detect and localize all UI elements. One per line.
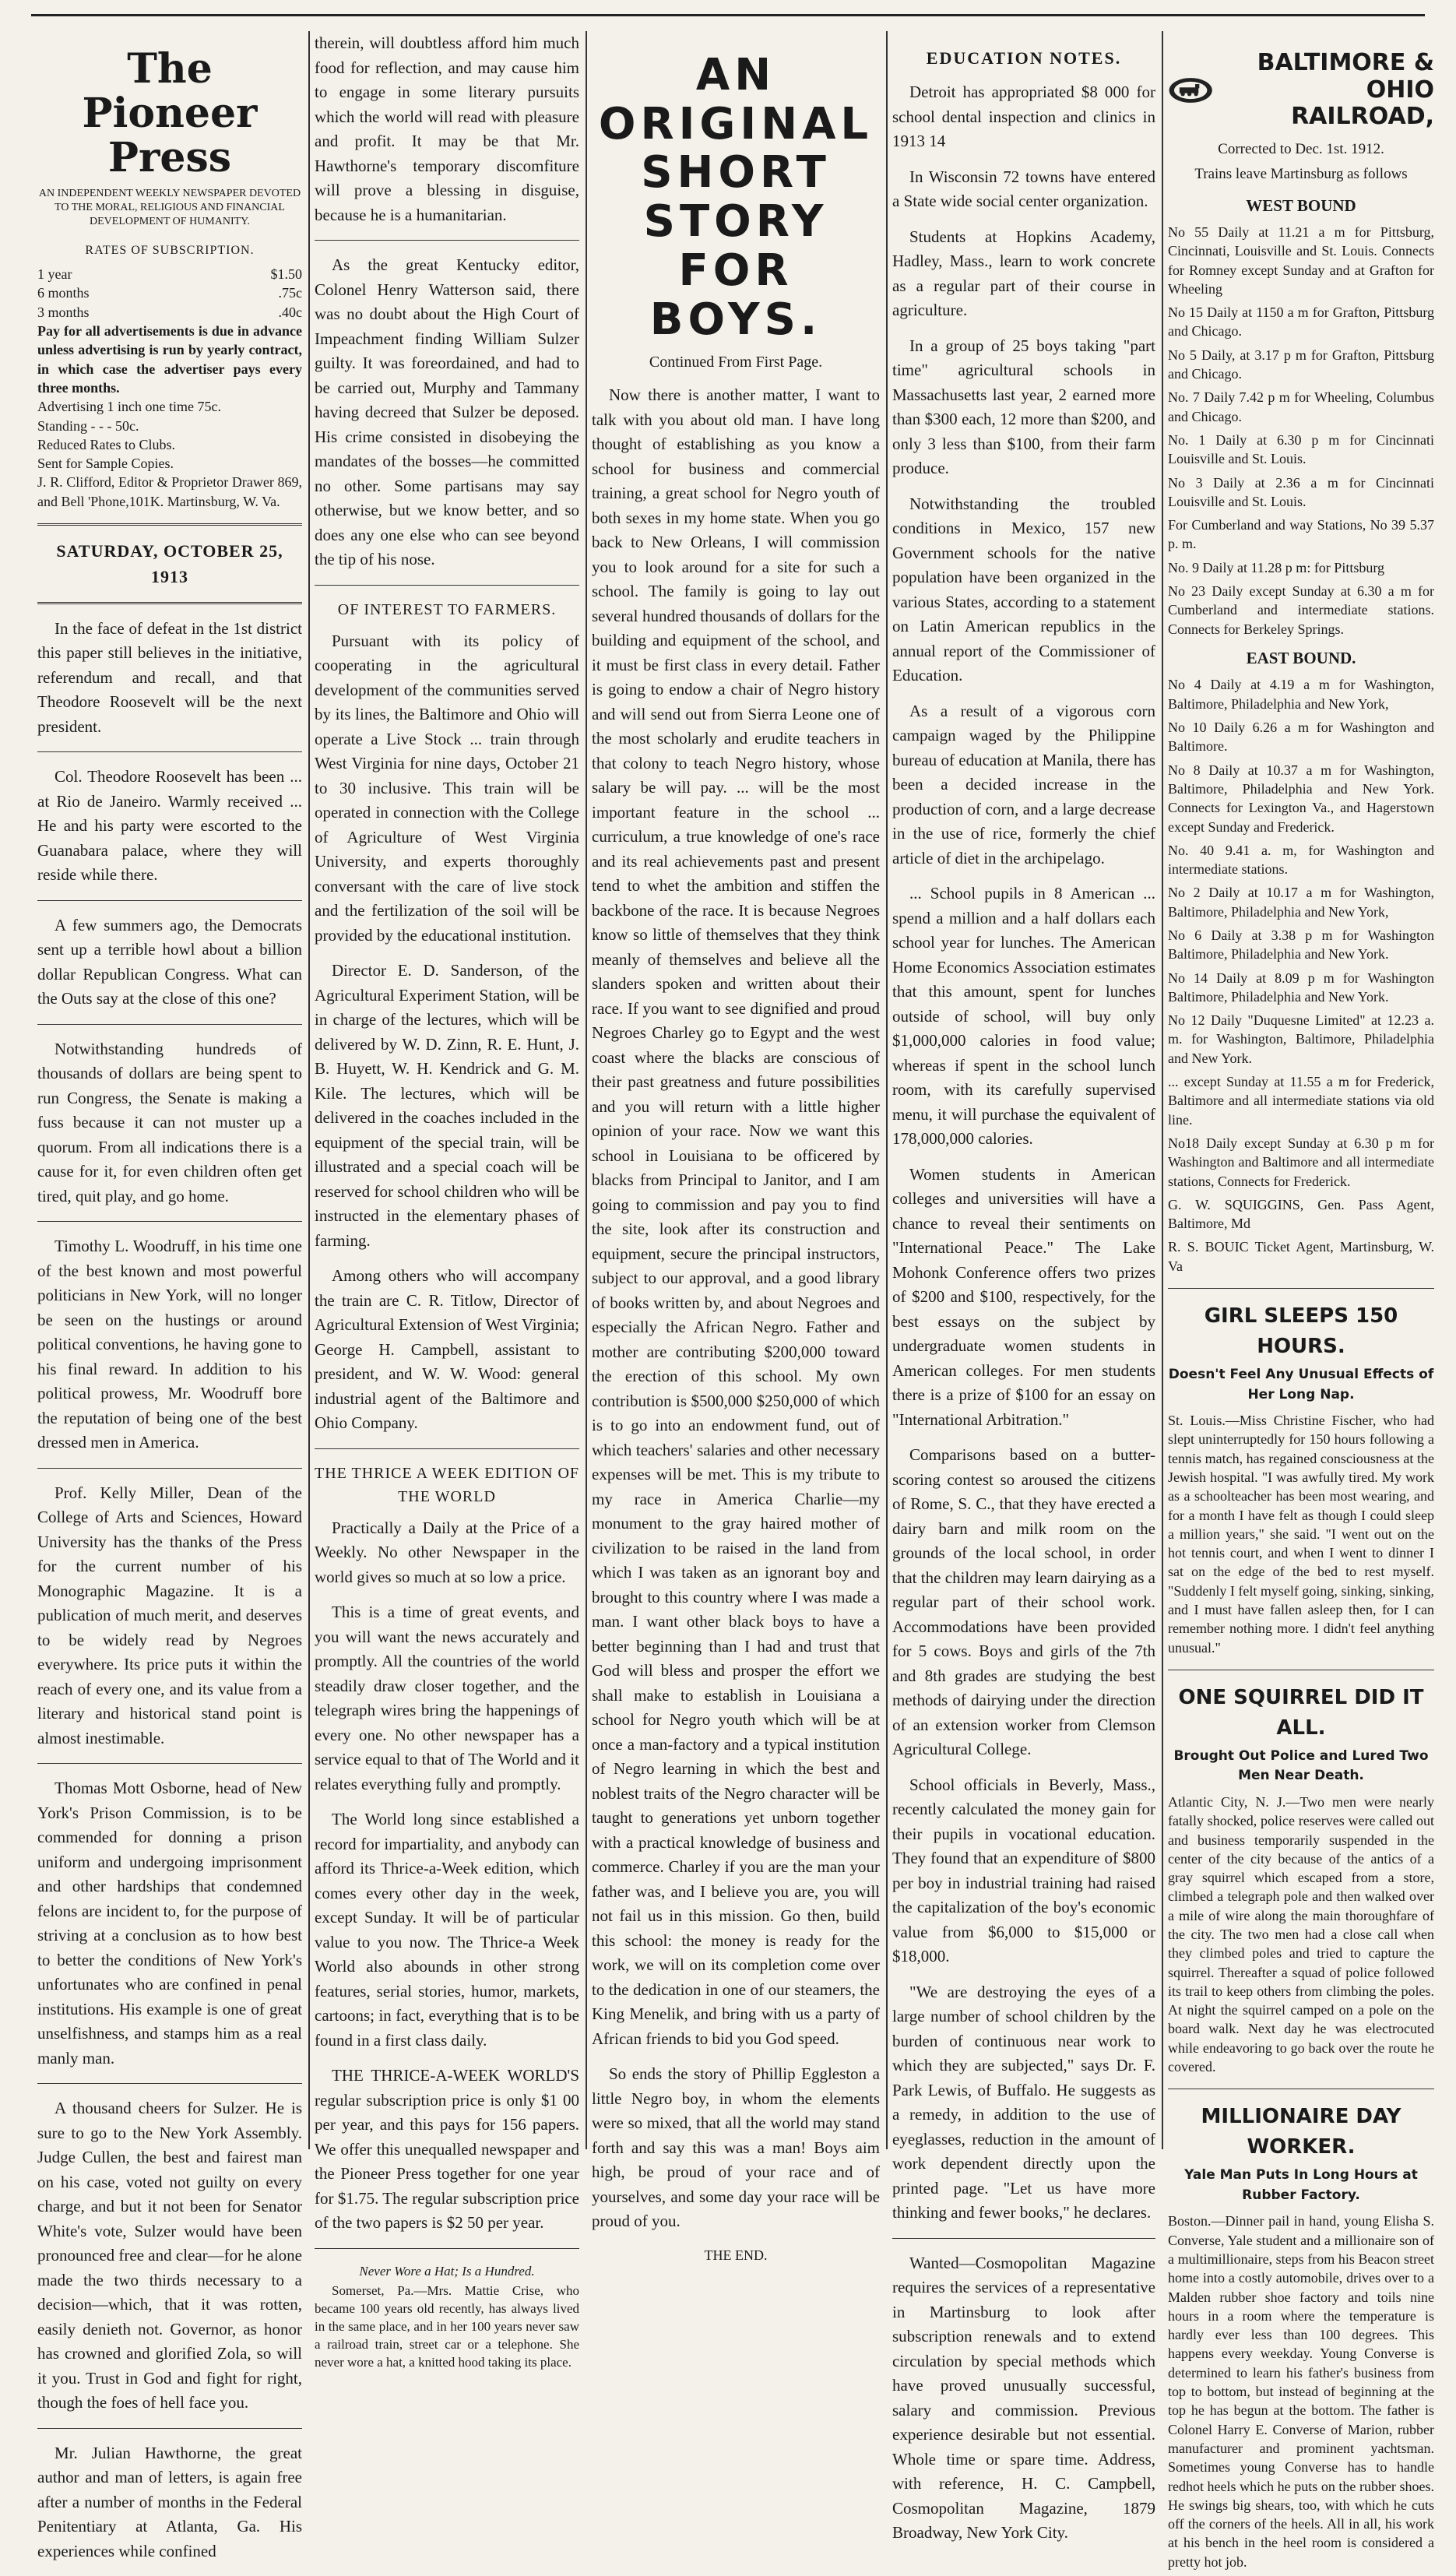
column-4 [892, 31, 1155, 2557]
article-heading: THE THRICE A WEEK EDITION OF THE WORLD [315, 1464, 579, 1505]
note-paragraph: Women students in American colleges and universities will have a chance to reveal their sentiments on "International Peace." The Lake Mohonk Conference offers two prizes of $200 and $100, respectively, for the best essays on the subject by undergraduate women students in American colleges. For men students there is a prize of $100 for an essay on "International Arbitration." [892, 1164, 1155, 1429]
divider [892, 2238, 1155, 2239]
divider [37, 602, 302, 604]
article-paragraph: As the great Kentucky editor, Colonel Henry Watterson said, there was no doubt about the High Court of Impeachment finding William Sulzer guilty. It was foreordained, and had to be carried out, Murphy and Tammany having decreed that Sulzer be deposed. His crime consisted in disobeying the mandates of the bosses—he committed no other. Some partisans may say otherwise, but we know better, and so does any one else who can see beyond the tip of his nose. [315, 255, 579, 568]
note-paragraph: Detroit has appropriated $8 000 for school dental inspection and clinics in 1913 14 [892, 83, 1155, 150]
east-bound-heading: EAST BOUND. [1246, 648, 1356, 667]
note-paragraph: As a result of a vigorous corn campaign waged by the Philippine bureau of education at Manila, there has been a decided increase in the production of corn, and a large decrease in the use of rice, formerly the chief article of diet in the archipelago. [892, 701, 1155, 867]
article-paragraph: The World long since established a record for impartiality, and anybody can afford its Thrice-a-Week edition, which comes every other day in the week, except Sunday. It will be of particular value to you now. The Thrice-a Week World also abounds in other strong features, serial stories, humor, markets, cartoons; in fact, everything that is to be found in a first class daily. [315, 1810, 579, 2050]
divider [315, 585, 579, 586]
west-bound-heading: WEST BOUND [1246, 195, 1356, 215]
news-headline: ONE SQUIRREL DID IT ALL. [1178, 1685, 1424, 1740]
article-paragraph: Among others who will accompany the train are C. R. Titlow, Director of Agricultural Extension of West Virginia; George H. Campbell, assistant to president, and W. W. Wood: general industrial agent of the Baltimore and Ohio Company. [315, 1266, 579, 1432]
masthead-title: The Pioneer Press [82, 45, 258, 182]
divider [37, 523, 302, 526]
train-entry: No 2 Daily at 10.17 a m for Washington, Baltimore, Philadelphia and New York, [1168, 885, 1434, 920]
divider [315, 240, 579, 241]
column-rule [886, 31, 888, 2149]
divider [37, 1221, 302, 1222]
train-entry: No18 Daily except Sunday at 6.30 p m for Washington and Baltimore and all intermediate stations, Connects for Frederick. [1168, 1135, 1434, 1189]
note-paragraph: Wanted—Cosmopolitan Magazine requires the services of a representative in Martinsburg to look after subscription renewals and to extend circulation by special methods which have proved unusually successful, salary and commission. Previous experience desirable but not essential. Whole time or spare time. Address, with reference, H. C. Campbell, Cosmopolitan Magazine, 1879 Broadway, New York City. [892, 2253, 1155, 2542]
column-rule [586, 31, 587, 2149]
divider [1168, 1288, 1434, 1289]
article-paragraph: Practically a Daily at the Price of a Weekly. No other Newspaper in the world gives so much at so low a price. [315, 1518, 579, 1586]
train-entry: No. 9 Daily at 11.28 p m: for Pittsburg [1168, 559, 1384, 575]
note-paragraph: Comparisons based on a butter-scoring contest so aroused the citizens of Rome, S. C., that they have erected a dairy barn and milk room on the grounds of the local school, in order that the children may learn dairying as a regular part of their school work. Accommodations have been provided for 5 cows. Boys and girls of the 7th and 8th grades are studying the best methods of dairying under the direction of an extension worker from Clemson Agricultural College. [892, 1445, 1155, 1758]
note-paragraph: Notwithstanding the troubled conditions in Mexico, 157 new Government schools for the native population have been organized in the various States, according to a statement on Latin American republics in the annual report of the Commissioner of Education. [892, 494, 1155, 684]
train-entry: No 5 Daily, at 3.17 p m for Grafton, Pittsburg and Chicago. [1168, 347, 1434, 382]
news-headline: MILLIONAIRE DAY WORKER. [1201, 2105, 1401, 2159]
train-entry: No 4 Daily at 4.19 a m for Washington, Baltimore, Philadelphia and New York, [1168, 677, 1434, 712]
editorial-paragraph: In the face of defeat in the 1st district this paper still believes in the initiative, referendum and recall, and that Theodore Roosevelt will be the next president. [37, 618, 302, 736]
schedule-corrected: Corrected to Dec. 1st. 1912. [1218, 140, 1384, 157]
news-subhead: Yale Man Puts In Long Hours at Rubber Factory. [1184, 2167, 1418, 2203]
railroad-name: BALTIMORE & OHIO RAILROAD, [1257, 49, 1434, 130]
news-subhead: Doesn't Feel Any Unusual Effects of Her Long Nap. [1168, 1367, 1434, 1402]
train-entry: No 12 Daily "Duquesne Limited" at 12.23 a. m. for Washington, Baltimore, Philadelphia and New York. [1168, 1012, 1434, 1066]
article-paragraph: therein, will doubtless afford him much food for reflection, and may cause him to engage in some literary pursuits which the world will read with pleasure and profit. It may be that Mr. Hawthorne's temporary discomfiture will prove a blessing in disguise, because he is a humanitarian. [315, 33, 579, 224]
train-entry: No 23 Daily except Sunday at 6.30 a m for Cumberland and intermediate stations. Connects for Berkeley Springs. [1168, 583, 1434, 637]
article-paragraph: THE THRICE-A-WEEK WORLD'S regular subscription price is only $1 00 per year, and this pays for 156 papers. We offer this unequalled newspaper and the Pioneer Press together for one year for $1.75. The regular subscription price of the two papers is $2 50 per year. [315, 2066, 579, 2232]
railroad-logo-icon [1168, 65, 1213, 116]
train-entry: No 6 Daily at 3.38 p m for Washington Baltimore, Philadelphia and New York. [1168, 927, 1434, 962]
advertising-notice: Pay for all advertisements is due in advance unless advertising is run by yearly contract, in which case the advertiser pays every three months. [37, 323, 302, 396]
railroad-header [1168, 50, 1434, 131]
rates-heading: RATES OF SUBSCRIPTION. [85, 244, 255, 258]
note-paragraph: School officials in Beverly, Mass., recently calculated the money gain for their pupils in vocational education. They found that an expenditure of $800 per boy in industrial training had raised the capitalization of the boy's economic value from $6,000 to $15,000 or $18,000. [892, 1775, 1155, 1965]
story-paragraph: Now there is another matter, I want to talk with you about old man. I have long thought of establishing as you know a school for business and commercial training, a great school for Negro youth of both sexes in my home state. When you go back to New Orleans, I will commission you to look around for a site for such a school. The family is going to lay out several hundred thousands of dollars for the building and equipment of the school, and it must be first class in every detail. Father is going to endow a chair of Negro history and will send out from Sierra Leone one of the most scholarly and erudite teachers in that colony to teach Negro history, whose salary be will pay. ... will be the most important feature in the school ... curriculum, a true knowledge of one's race and its real achievements past and present tend to whet the ambition and stiffen the backbone of the race. It is because Negroes know so little of themselves that they think meanly of themselves and believe all the slanders spoken and written about their race. If you want to see dignified and proud Negroes Charley go to Egypt and the west coast where the blacks are conscious of their past greatness and future possibilities and you will return with a little higher opinion of your race. Now we want this school in Louisiana to be officered by blacks from Principal to Janitor, and I am going to commission and pay you to find the site, look after its construction and equipment, secure the principal instructors, subject to our approval, and a good library of books written by, and about Negroes and especially the African Negro. Father and mother are contributing $200,000 toward the erection of this school. My own contribution is $500,000 $250,000 of which is to go into an endowment fund, out of which teachers' salaries and other necessary expenses will be met. This is my tribute to my race in America Charlie—my monument to the gray haired mother of civilization to be raised in the land from which I was taken as an ignorant boy and brought to this country where I was made a man. I want other black boys to have a better beginning than I had and trust that God will bless and prosper the effort we shall make to establish in Louisiana a school for Negro youth which will be at once a man-factory and a typical institution of Negro learning in which the best and noblest traits of the Negro character will be taught to generations yet unborn together with a practical knowledge of business and commerce. Charley if you are the man your father was, and I believe you are, you will not fail us in this mission. Go then, build this school: the money is ready for the work, we will on its completion come over to the dedication in one of our steamers, the King Menelik, and bring with us a party of African friends to bid you God speed. [592, 385, 880, 2048]
editorial-paragraph: A thousand cheers for Sulzer. He is sure to go to the New York Assembly. Judge Cullen, the best and fairest man on his case, voted not guilty on every charge, and but it not been for Senator White's vote, Sulzer would have been pronounced free and clear—for he alone made the two thirds necessary to a decision—which, that it was rotten, easily denieth not. Governor, as honor has crowned and glorified Zola, so will it you. Trust in God and fight for right, though the foes of hell face you. [37, 2099, 302, 2412]
editorial-paragraph: Prof. Kelly Miller, Dean of the College of Arts and Sciences, Howard University has the thanks of the Press for the current number of his Monographic Magazine. It is a publication of much merit, and deserves to be widely read by Negroes everywhere. Its price puts it within the reach of every one, and its value from a literary and historical stand point is almost inestimable. [37, 1483, 302, 1747]
note-paragraph: In a group of 25 boys taking "part time" agricultural schools in Massachusetts last year, 2 earned more than $300 each, 12 more than $200, and only 3 less than $100, from their farm produce. [892, 336, 1155, 477]
train-entry: No 15 Daily at 1150 a m for Grafton, Pittsburg and Chicago. [1168, 304, 1434, 340]
editorial-paragraph: Timothy L. Woodruff, in his time one of the best known and most powerful politicians in New York, will no longer be seen on the hustings or around political conventions, he having gone to his final reward. In addition to his political prowess, Mr. Woodruff bore the reputation of being one of the best dressed men in America. [37, 1237, 302, 1452]
rate-row: 3 months .40c [37, 304, 302, 320]
divider [315, 1448, 579, 1449]
editorial-paragraph: Col. Theodore Roosevelt has been ... at Rio de Janeiro. Warmly received ... He and his party were escorted to the Guanabara palace, where they will reside while there. [37, 767, 302, 885]
article-paragraph: Director E. D. Sanderson, of the Agricultural Experiment Station, will be in charge of the lectures, which will be delivered by W. D. Zinn, R. E. Hunt, J. B. Huyett, W. H. Kendrick and G. M. Kile. The lectures, which will be delivered in the coaches included in the equipment of the special train, will be illustrated and a special coach will be reserved for school children who will be instructed in the elementary phases of farming. [315, 961, 579, 1250]
rate-row: 1 year $1.50 [37, 266, 302, 283]
editor-info: J. R. Clifford, Editor & Proprietor Drawer 869, and Bell 'Phone,101K. Martinsburg, W. Va. [37, 474, 302, 509]
news-headline: GIRL SLEEPS 150 HOURS. [1204, 1304, 1398, 1359]
divider [37, 1763, 302, 1764]
divider [37, 900, 302, 901]
story-headline: AN ORIGINAL SHORT STORY FOR BOYS. [598, 50, 874, 345]
news-paragraph: Atlantic City, N. J.—Two men were nearly fatally shocked, police reserves were called out and business temporarily suspended in the center of the city because of the antics of a gray squirrel which escaped from a store, climbed a telegraph pole and then walked over a mile of wire along the main thoroughfare of the city. The two men had a close call when they climbed poles and tried to capture the squirrel. Thereafter a squad of police followed its trail to keep others from climbing the poles. At night the squirrel camped on a pole on the board walk. Next day he was electrocuted while endeavoring to go back over the route he covered. [1168, 1793, 1434, 2075]
divider [37, 2428, 302, 2429]
agent-line: R. S. BOUIC Ticket Agent, Martinsburg, W. Va [1168, 1239, 1434, 1274]
article-paragraph: Somerset, Pa.—Mrs. Mattie Crise, who became 100 years old recently, has always lived in the same place, and in her 100 years never saw a railroad train, street car or a telephone. She never wore a hat, a knitted hood taking its place. [315, 2283, 579, 2370]
editorial-paragraph: Mr. Julian Hawthorne, the great author and man of letters, is again free after a number of months in the Federal Penitentiary at Atlanta, Ga. His experiences while confined [37, 2443, 302, 2560]
column-5 [1168, 31, 1434, 2576]
news-paragraph: Boston.—Dinner pail in hand, young Elisha S. Converse, Yale student and a millionaire son of a multimillionaire, steps from his Beacon street home into a costly automobile, drives over to a Malden rubber shoe factory and toils nine hours in a room where the temperature is hardly ever less than 100 degrees. This happens every weekday. Young Converse is determined to learn his father's business from top to bottom, but instead of beginning at the top he has begun at the bottom. The father is Colonel Harry E. Converse of Marion, rubber manufacturer and prominent yachtsman. Sometimes young Converse has to handle redhot heels which he puts on the rubber shoes. He swings big shears, too, with which he cuts off the corners of the heels. All in all, his work at his bench in the heel room is considered a pretty hot job. [1168, 2213, 1434, 2570]
train-entry: No. 7 Daily 7.42 p m for Wheeling, Columbus and Chicago. [1168, 389, 1434, 424]
news-subhead: Brought Out Police and Lured Two Men Near Death. [1173, 1747, 1429, 1784]
sample-copies: Sent for Sample Copies. [37, 456, 174, 472]
divider [37, 751, 302, 752]
train-entry: ... except Sunday at 11.55 a m for Frederick, Baltimore and all intermediate stations via old line. [1168, 1074, 1434, 1128]
rate-row: 6 months .75c [37, 285, 302, 301]
section-heading: EDUCATION NOTES. [926, 48, 1122, 68]
rates-table [37, 265, 302, 511]
news-paragraph: St. Louis.—Miss Christine Fischer, who had slept uninterruptedly for 150 hours following a tennis match, has regained consciousness at the Jewish hospital. "I was awfully tired. My work as a schoolteacher has been most wearing, and for a month I have felt as though I could sleep a million years," she said. "I went out on the hot tennis court, and when I went to dinner I sat on the edge of the bed to rest myself. "Suddenly I felt myself going, sinking, sinking, and I must have fallen asleep then, for I can remember nothing more. I didn't feel anything unusual." [1168, 1413, 1434, 1656]
editorial-paragraph: Thomas Mott Osborne, head of New York's Prison Commission, is to be commended for donning a prison uniform and undergoing imprisonment and other hardships that condemned felons are incident to, for the purpose of striving at a conclusion as to how best to better the conditions of New York's unfortunates who are confined in penal institutions. His example is one of great unselfishness, and stamps him as a real manly man. [37, 1779, 302, 2067]
advertising-first: Advertising 1 inch one time 75c. [37, 399, 221, 415]
column-1 [37, 31, 302, 2574]
editorial-paragraph: A few summers ago, the Democrats sent up a terrible howl about a billion dollar Republican Congress. What can the Outs say at the close of this one? [37, 915, 302, 1008]
column-rule [308, 31, 310, 2149]
train-entry: No 14 Daily at 8.09 p m for Washington Baltimore, Philadelphia and New York. [1168, 970, 1434, 1005]
divider [37, 1468, 302, 1469]
note-paragraph: Students at Hopkins Academy, Hadley, Mass., learn to work concrete as a regular part of their course in agriculture. [892, 227, 1155, 319]
story-continued: Continued From First Page. [649, 354, 823, 371]
note-paragraph: "We are destroying the eyes of a large number of school children by the burden of continuous near work to which they are subjected," says Dr. F. Park Lewis, of Buffalo. He suggests as a remedy, in addition to the use of eyeglasses, reduction in the amount of work dependent directly upon the printed page. "Let us have more thinking and fewer books," he declares. [892, 1982, 1155, 2222]
column-rule [1162, 31, 1163, 2149]
schedule-intro: Trains leave Martinsburg as follows [1194, 166, 1408, 182]
train-entry: For Cumberland and way Stations, No 39 5.37 p. m. [1168, 517, 1434, 552]
advertising-standing: Standing - - - 50c. [37, 417, 139, 434]
article-heading: Never Wore a Hat; Is a Hundred. [359, 2263, 535, 2279]
column-2 [315, 31, 579, 2383]
train-entry: No. 40 9.41 a. m, for Washington and intermediate stations. [1168, 842, 1434, 878]
train-entry: No 55 Daily at 11.21 a m for Pittsburg, Cincinnati, Louisville and St. Louis. Connects for Romney except Sunday and at Grafton for Wheeling [1168, 224, 1434, 297]
divider [37, 2083, 302, 2084]
editorial-paragraph: Notwithstanding hundreds of thousands of dollars are being spent to run Congress, the Senate is making a fuss because it can not muster up a quorum. From all indications there is a cause for it, for even children often get tired, quit play, and go home. [37, 1039, 302, 1205]
train-entry: No 3 Daily at 2.36 a m for Cincinnati Louisville and St. Louis. [1168, 474, 1434, 509]
train-entry: No 8 Daily at 10.37 a m for Washington, Baltimore, Philadelphia and New York. Connects for Lexington Va., and Hagerstown except Sunday and Frederick. [1168, 762, 1434, 835]
story-end: THE END. [704, 2247, 768, 2263]
issue-date: SATURDAY, OCTOBER 25, 1913 [56, 540, 283, 586]
divider [315, 2248, 579, 2249]
masthead-tagline: AN INDEPENDENT WEEKLY NEWSPAPER DEVOTED TO THE MORAL, RELIGIOUS AND FINANCIAL DEVELOPMENT OF HUMANITY. [38, 187, 301, 227]
divider [37, 1024, 302, 1025]
top-border [31, 14, 1425, 16]
article-paragraph: This is a time of great events, and you will want the news accurately and promptly. All the countries of the world steadily draw closer together, and the telegraph wires bring the happenings of every one. No other newspaper has a service equal to that of The World and it relates everything fully and promptly. [315, 1603, 579, 1793]
train-entry: No 10 Daily 6.26 a m for Washington and Baltimore. [1168, 720, 1434, 755]
train-entry: No. 1 Daily at 6.30 p m for Cincinnati Louisville and St. Louis. [1168, 431, 1434, 467]
note-paragraph: In Wisconsin 72 towns have entered a State wide social center organization. [892, 167, 1155, 210]
note-paragraph: ... School pupils in 8 American ... spend a million and a half dollars each school year for lunches. The American Home Economics Association estimates that this amount, spent for lunches outside of school, will buy only $1,000,000 calories in food value; whereas if spent in the school lunch room, with its carefully supervised menu, it will purchase the equivalent of 178,000,000 calories. [892, 884, 1155, 1148]
reduced-rates: Reduced Rates to Clubs. [37, 436, 175, 452]
article-heading: OF INTEREST TO FARMERS. [337, 600, 557, 618]
article-paragraph: Pursuant with its policy of cooperating in the agricultural development of the communities served by its lines, the Baltimore and Ohio will operate a Live Stock ... train through West Virginia for nine days, October 21 to 30 inclusive. This train will be operated in connection with the College of Agriculture of West Virginia University, and experts thoroughly conversant with the care of live stock and the fertilization of the soil will be provided by the educational institution. [315, 631, 579, 945]
story-paragraph: So ends the story of Phillip Eggleston a little Negro boy, in whom the elements were so mixed, that all the world may stand forth and say this was a man! Boys aim high, be proud of your race and of yourselves, and some day your race will be proud of you. [592, 2064, 880, 2231]
column-3 [592, 31, 880, 2266]
agent-line: G. W. SQUIGGINS, Gen. Pass Agent, Baltimore, Md [1168, 1196, 1434, 1232]
